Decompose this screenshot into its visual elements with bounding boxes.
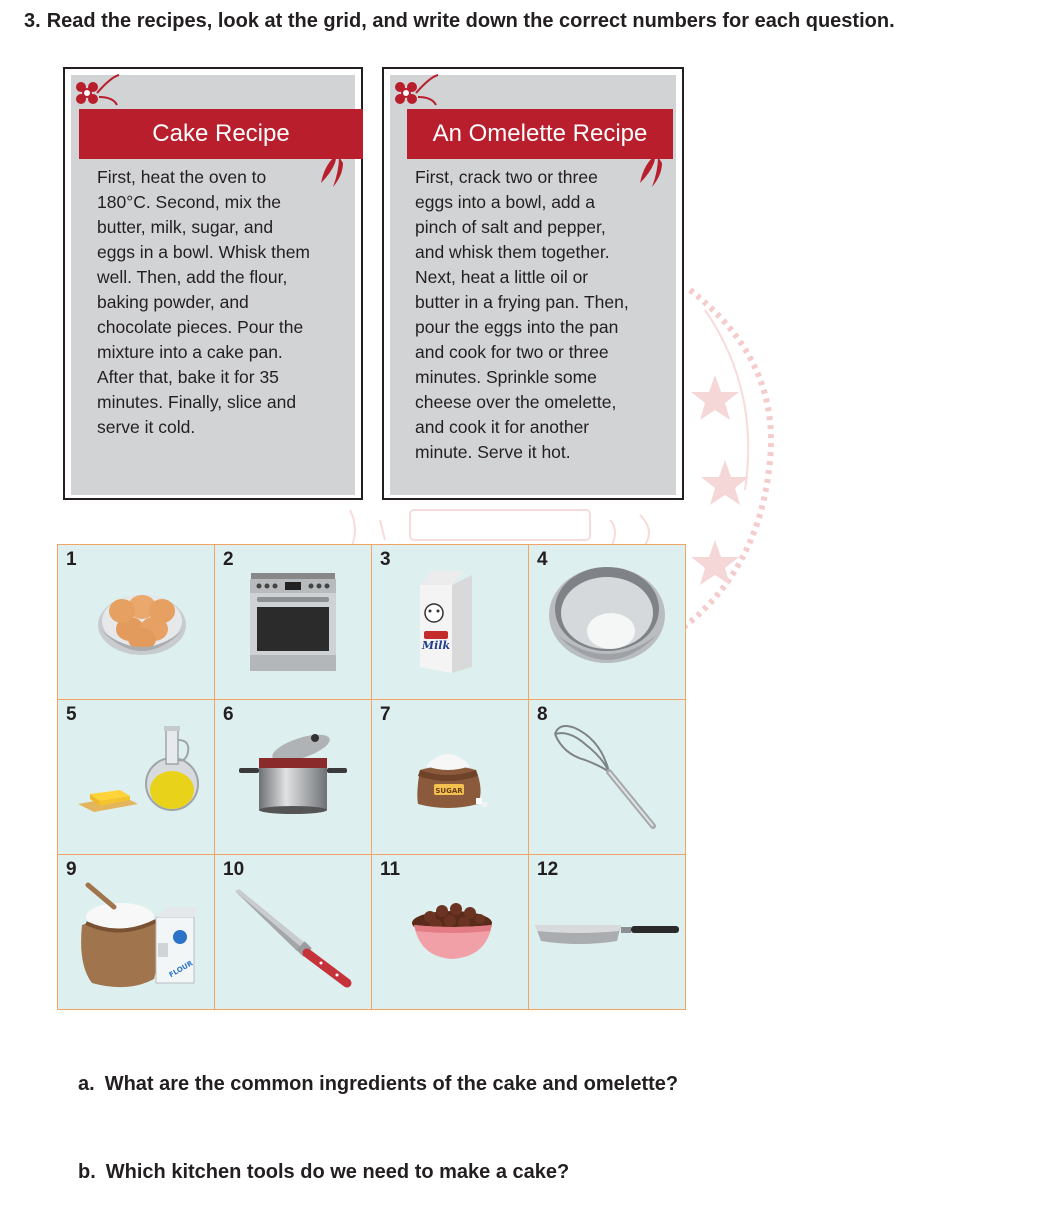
recipe-line: First, crack two or three — [415, 167, 598, 187]
cell-number: 1 — [66, 549, 77, 570]
milk-label: Milk — [421, 639, 451, 652]
grid-cell-1 — [58, 545, 214, 699]
question-b — [78, 1161, 569, 1184]
instruction — [24, 10, 895, 33]
cell-number: 7 — [380, 704, 391, 725]
frying-pan-icon — [529, 855, 685, 1009]
oven-icon — [215, 545, 371, 699]
recipe-line: First, heat the oven to — [97, 167, 267, 187]
cell-number: 5 — [66, 704, 77, 725]
cake-recipe-title: Cake Recipe — [79, 109, 363, 159]
recipe-line: eggs in a bowl. Whisk them — [97, 242, 311, 262]
grid-cell-6 — [215, 700, 371, 854]
recipe-line: cheese over the omelette, — [415, 392, 617, 412]
mixing-bowl-icon — [529, 545, 685, 699]
instruction-number: 3. — [24, 10, 41, 32]
recipe-line: butter, milk, sugar, and — [97, 217, 274, 237]
omelette-recipe-text — [415, 165, 665, 465]
recipe-line: butter in a frying pan. Then, — [415, 292, 629, 312]
recipe-line: chocolate pieces. Pour the — [97, 317, 304, 337]
eggs-in-bowl-icon — [58, 545, 214, 699]
recipe-line: and cook it for another — [415, 417, 590, 437]
recipe-line: eggs into a bowl, add a — [415, 192, 595, 212]
cake-recipe-card — [63, 67, 363, 500]
knife-icon — [215, 855, 371, 1009]
picture-grid — [57, 544, 686, 1010]
recipe-line: After that, bake it for 35 — [97, 367, 279, 387]
whisk-icon — [529, 700, 685, 854]
grid-cell-9 — [58, 855, 214, 1009]
instruction-text: Read the recipes, look at the grid, and write down the correct numbers for each question. — [46, 10, 895, 32]
recipe-line: minutes. Finally, slice and — [97, 392, 297, 412]
grid-cell-7 — [372, 700, 528, 854]
omelette-recipe-title: An Omelette Recipe — [407, 109, 673, 159]
omelette-recipe-card — [382, 67, 684, 500]
butter-and-oil-icon — [58, 700, 214, 854]
recipe-line: mixture into a cake pan. — [97, 342, 283, 362]
question-a — [78, 1073, 678, 1096]
recipe-line: pinch of salt and pepper, — [415, 217, 606, 237]
grid-cell-5 — [58, 700, 214, 854]
flower-ornament-icon — [69, 71, 129, 113]
flour-sack-icon — [58, 855, 214, 1009]
milk-carton-icon — [372, 545, 528, 699]
cell-number: 4 — [537, 549, 548, 570]
question-text: Which kitchen tools do we need to make a cake? — [105, 1161, 570, 1183]
grid-cell-2 — [215, 545, 371, 699]
cell-number: 6 — [223, 704, 234, 725]
cooking-pot-icon — [215, 700, 371, 854]
recipe-line: Next, heat a little oil or — [415, 267, 589, 287]
grid-cell-4 — [529, 545, 685, 699]
grid-cell-11 — [372, 855, 528, 1009]
recipe-line: well. Then, add the flour, — [97, 267, 288, 287]
cell-number: 11 — [380, 859, 401, 880]
recipe-line: and cook for two or three — [415, 342, 609, 362]
grid-cell-8 — [529, 700, 685, 854]
sugar-sack-icon — [372, 700, 528, 854]
recipe-line: and whisk them together. — [415, 242, 610, 262]
recipe-line: baking powder, and — [97, 292, 249, 312]
cell-number: 10 — [223, 859, 245, 880]
chocolate-pieces-icon — [372, 855, 528, 1009]
cake-recipe-text — [97, 165, 337, 440]
question-letter: b. — [78, 1161, 96, 1183]
sugar-label: SUGAR — [435, 787, 463, 795]
recipe-line: pour the eggs into the pan — [415, 317, 619, 337]
recipe-line: minutes. Sprinkle some — [415, 367, 597, 387]
cell-number: 2 — [223, 549, 234, 570]
question-letter: a. — [78, 1073, 95, 1095]
cell-number: 9 — [66, 859, 77, 880]
cell-number: 3 — [380, 549, 391, 570]
flower-ornament-icon — [388, 71, 448, 113]
question-text: What are the common ingredients of the cake and omelette? — [104, 1073, 679, 1095]
grid-cell-3 — [372, 545, 528, 699]
recipe-line: minute. Serve it hot. — [415, 442, 571, 462]
grid-cell-12 — [529, 855, 685, 1009]
recipe-line: 180°C. Second, mix the — [97, 192, 282, 212]
cell-number: 12 — [537, 859, 559, 880]
recipe-line: serve it cold. — [97, 417, 196, 437]
cell-number: 8 — [537, 704, 548, 725]
grid-cell-10 — [215, 855, 371, 1009]
flour-label: FLOUR — [167, 959, 195, 980]
